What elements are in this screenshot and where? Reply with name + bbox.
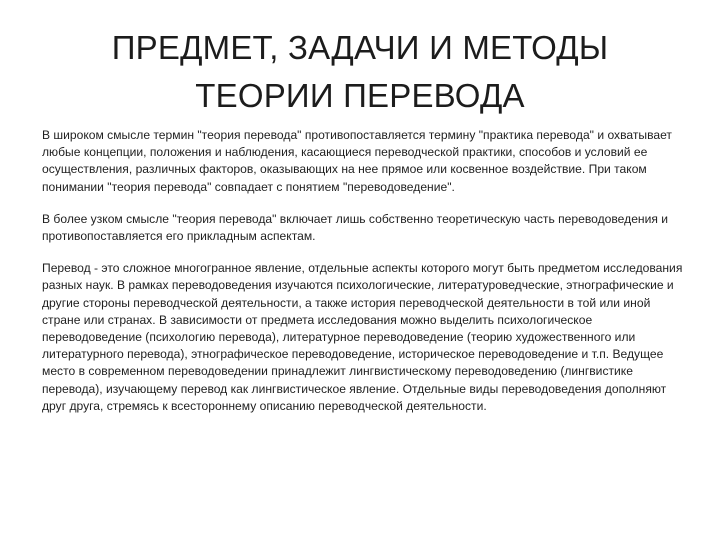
slide-title-line-2: ТЕОРИИ ПЕРЕВОДА [195,77,525,114]
paragraph-broad-sense: В широком смысле термин "теория перевода" противопоставляется термину "практика перевода" и охватывает любые концепции, положения и наблюдения, касающиеся переводческой практики, способов и условий ее осуществления, различных факторов, оказывающих на нее прямое или косвенное воздействие. При таком понимании "теория перевода" совпадает с понятием "переводоведение". [42,128,672,194]
paragraph-narrow-sense: В более узком смысле "теория перевода" включает лишь собственно теоретическую часть переводоведения и противопоставляется его прикладным аспектам. [42,211,669,244]
slide-title-line-1: ПРЕДМЕТ, ЗАДАЧИ И МЕТОДЫ [111,29,609,66]
paragraph-translation-aspects: Перевод - это сложное многогранное явление, отдельные аспекты которого могут быть предметом исследования разных наук. В рамках переводоведения изучаются психологические, литературоведческие, этнографические и другие стороны переводческой деятельности, а также история переводческой деятельности в той или иной стране или странах. В зависимости от предмета исследования можно выделить психологическое переводоведение (психологию перевода), литературное переводоведение (теорию художественного или литературного перевода), этнографическое переводоведение, историческое переводоведение и т.п. Ведущее место в современном переводоведении принадлежит лингвистическому переводоведению (лингвистике перевода), изучающему перевод как лингвистическое явление. Отдельные виды переводоведения дополняют друг друга, стремясь к всестороннему описанию переводческой деятельности. [42,261,683,413]
slide-body [42,127,692,430]
slide-title [60,24,660,120]
